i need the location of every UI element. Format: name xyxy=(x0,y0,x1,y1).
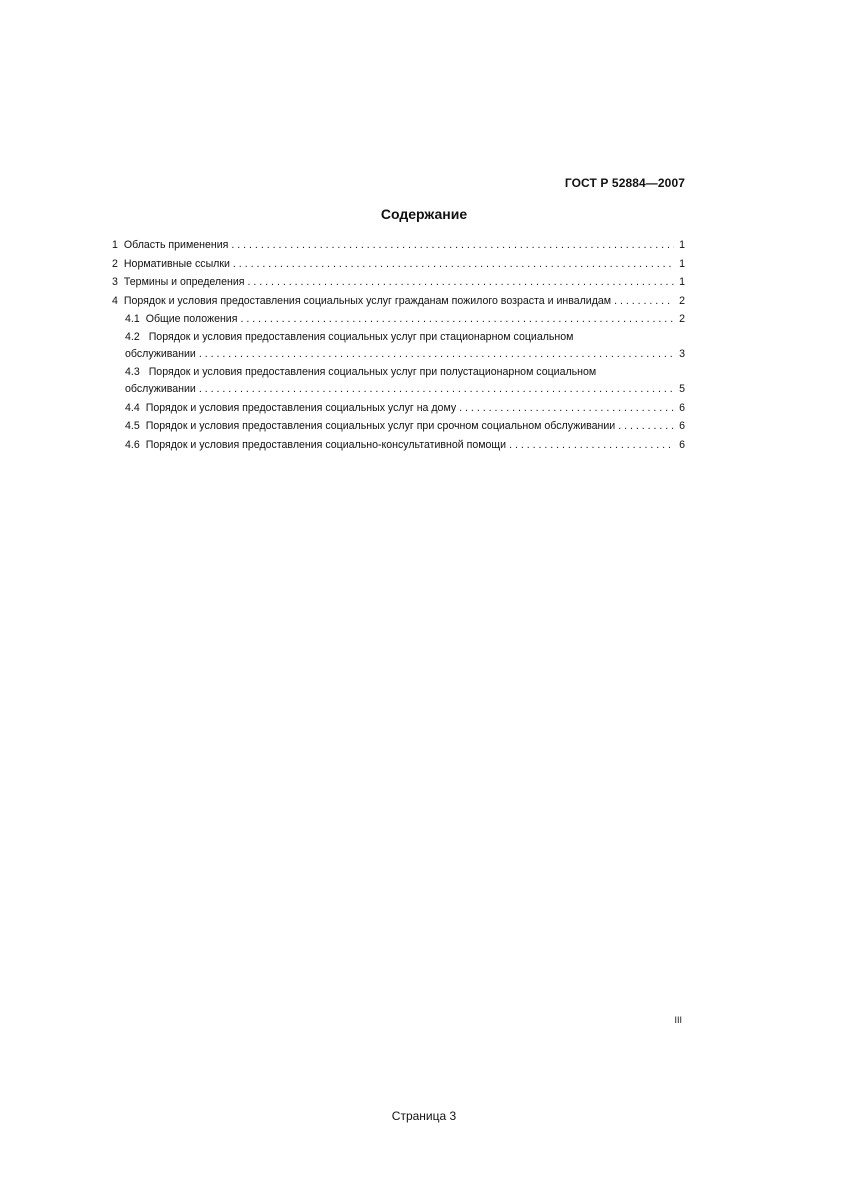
toc-item-4[interactable] xyxy=(112,292,685,311)
toc-item-page: 1 xyxy=(679,239,685,251)
toc-item-label: Область применения xyxy=(123,239,229,251)
toc-leader-dots xyxy=(459,399,674,418)
toc-item-2[interactable] xyxy=(112,255,685,274)
toc-subitem-4-2[interactable] xyxy=(112,329,685,364)
toc-item-number: 2 xyxy=(112,257,118,270)
toc-leader-dots xyxy=(199,346,674,364)
toc-item-number: 4 xyxy=(112,294,118,307)
footer-page-label: Страница 3 xyxy=(391,1109,457,1123)
toc-item-number: 4.1 xyxy=(125,313,140,325)
toc-item-label-continued: обслуживании xyxy=(125,383,196,395)
toc-item-page: 6 xyxy=(679,401,685,414)
toc-item-3[interactable] xyxy=(112,273,685,292)
toc-leader-dots xyxy=(614,292,674,311)
toc-item-label: Термины и определения xyxy=(123,276,245,288)
toc-leader-dots xyxy=(240,310,674,329)
toc-item-label-continued: обслуживании xyxy=(125,348,196,360)
toc-item-page: 1 xyxy=(679,276,685,288)
toc-item-label: Порядок и условия предоставления социальных услуг при срочном социальном обслуживании xyxy=(145,420,616,432)
toc-subitem-4-6[interactable] xyxy=(112,436,685,455)
toc-item-page: 2 xyxy=(679,313,685,325)
toc-item-number: 4.4 xyxy=(125,401,140,414)
toc-item-number: 1 xyxy=(112,239,118,251)
toc-subitem-4-3[interactable] xyxy=(112,364,685,399)
toc-item-number: 4.2 xyxy=(125,330,140,343)
toc-leader-dots xyxy=(248,273,674,292)
toc-item-page: 5 xyxy=(679,383,685,395)
toc-item-page: 6 xyxy=(679,438,685,451)
toc-item-page: 1 xyxy=(679,257,685,270)
document-code: ГОСТ Р 52884—2007 xyxy=(564,176,685,190)
table-of-contents xyxy=(112,236,685,454)
toc-subitem-4-4[interactable] xyxy=(112,399,685,418)
toc-leader-dots xyxy=(231,236,674,255)
toc-item-number: 4.3 xyxy=(125,365,140,378)
toc-title: Содержание xyxy=(380,206,468,222)
toc-item-page: 3 xyxy=(679,348,685,360)
toc-item-label: Нормативные ссылки xyxy=(123,257,230,270)
toc-item-label: Порядок и условия предоставления социальных услуг при стационарном социальном xyxy=(148,330,574,343)
roman-page-number: III xyxy=(674,1015,682,1025)
toc-item-label: Порядок и условия предоставления социальных услуг гражданам пожилого возраста и инвалидам xyxy=(123,294,612,307)
toc-leader-dots xyxy=(233,255,674,274)
toc-item-page: 6 xyxy=(679,420,685,432)
toc-item-number: 3 xyxy=(112,276,118,288)
toc-item-label: Порядок и условия предоставления социальных услуг при полустационарном социальном xyxy=(148,365,597,378)
toc-item-1[interactable] xyxy=(112,236,685,255)
toc-subitem-4-1[interactable] xyxy=(112,310,685,329)
toc-item-label: Общие положения xyxy=(145,313,238,325)
toc-item-number: 4.6 xyxy=(125,438,140,451)
toc-subitem-4-5[interactable] xyxy=(112,417,685,436)
toc-item-label: Порядок и условия предоставления социально-консультативной помощи xyxy=(145,438,507,451)
toc-leader-dots xyxy=(618,417,674,436)
toc-leader-dots xyxy=(509,436,674,455)
toc-item-label: Порядок и условия предоставления социальных услуг на дому xyxy=(145,401,457,414)
toc-item-page: 2 xyxy=(679,294,685,307)
toc-item-number: 4.5 xyxy=(125,420,140,432)
toc-leader-dots xyxy=(199,381,674,399)
